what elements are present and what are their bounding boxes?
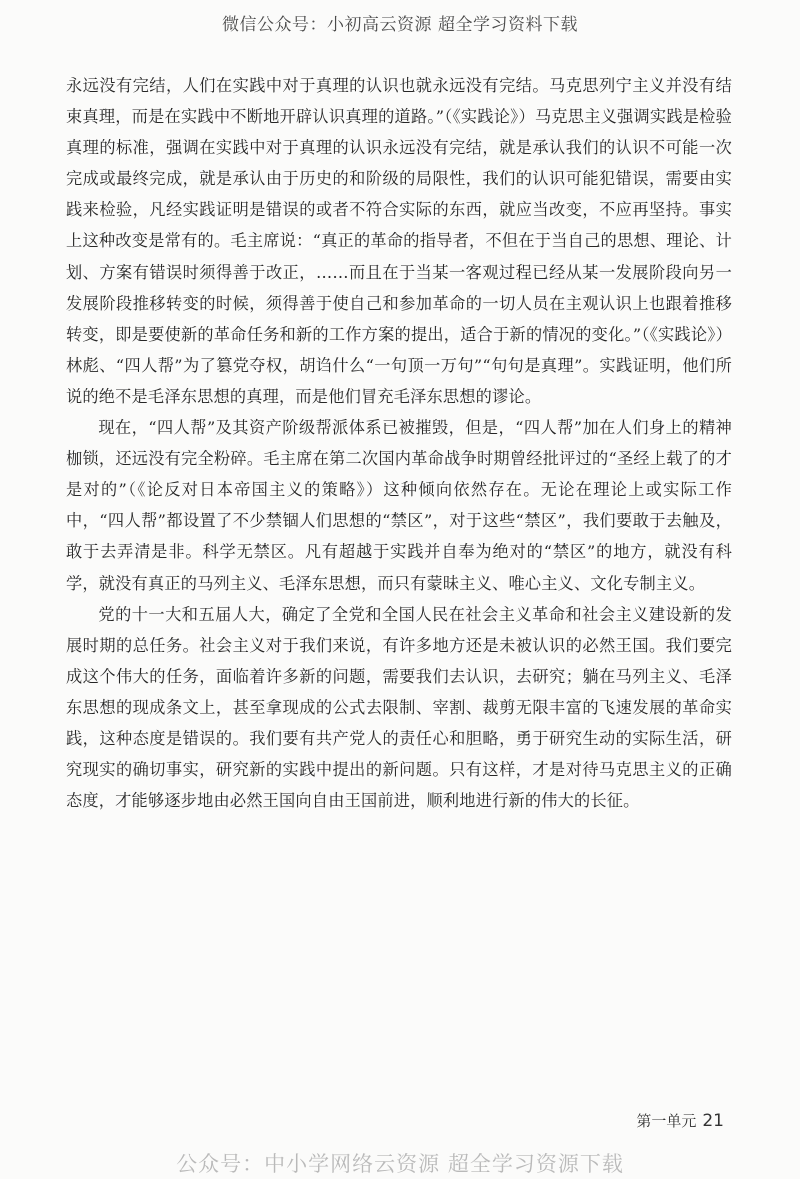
header-watermark: 微信公众号：小初高云资源 超全学习资料下载 [222,15,578,35]
unit-label: 第一单元 [636,1112,697,1130]
paragraph-2: 现在，“四人帮”及其资产阶级帮派体系已被摧毁，但是，“四人帮”加在人们身上的精神枷锁，还远没有完全粉碎。毛主席在第二次国内革命战争时期曾经批评过的“圣经上载了的才是对的”（《论反对日本帝国主义的策略》）这种倾向依然存在。无论在理论上或实际工作中，“四人帮”都设置了不少禁锢人们思想的“禁区”，对于这些“禁区”，我们要敢于去触及，敢于去弄清是非。科学无禁区。凡有超越于实践并自奉为绝对的“禁区”的地方，就没有科学，就没有真正的马列主义、毛泽东思想，而只有蒙昧主义、唯心主义、文化专制主义。 [66,418,732,593]
page-number: 21 [702,1111,724,1131]
paragraph-1: 永远没有完结，人们在实践中对于真理的认识也就永远没有完结。马克思列宁主义并没有结束真理，而是在实践中不断地开辟认识真理的道路。”（《实践论》）马克思主义强调实践是检验真理的标准，强调在实践中对于真理的认识永远没有完结，就是承认我们的认识不可能一次完成或最终完成，就是承认由于历史的和阶级的局限性，我们的认识可能犯错误，需要由实践来检验，凡经实践证明是错误的或者不符合实际的东西，就应当改变，不应再坚持。事实上这种改变是常有的。毛主席说：“真正的革命的指导者，不但在于当自己的思想、理论、计划、方案有错误时须得善于改正，……而且在于当某一客观过程已经从某一发展阶段向另一发展阶段推移转变的时候，须得善于使自己和参加革命的一切人员在主观认识上也跟着推移转变，即是要使新的革命任务和新的工作方案的提出，适合于新的情况的变化。”（《实践论》）林彪、“四人帮”为了篡党夺权，胡诌什么“一句顶一万句”“句句是真理”。实践证明，他们所说的绝不是毛泽东思想的真理，而是他们冒充毛泽东思想的谬论。 [66,76,732,406]
page-footer [636,1110,724,1131]
body-text [66,70,732,816]
footer-watermark: 公众号：中小学网络云资源 超全学习资源下载 [176,1152,624,1176]
paragraph-3: 党的十一大和五届人大，确定了全党和全国人民在社会主义革命和社会主义建设新的发展时期的总任务。社会主义对于我们来说，有许多地方还是未被认识的必然王国。我们要完成这个伟大的任务，面临着许多新的问题，需要我们去认识，去研究；躺在马列主义、毛泽东思想的现成条文上，甚至拿现成的公式去限制、宰割、裁剪无限丰富的飞速发展的革命实践，这种态度是错误的。我们要有共产党人的责任心和胆略，勇于研究生动的实际生活，研究现实的确切事实，研究新的实践中提出的新问题。只有这样，才是对待马克思主义的正确态度，才能够逐步地由必然王国向自由王国前进，顺利地进行新的伟大的长征。 [66,604,732,811]
